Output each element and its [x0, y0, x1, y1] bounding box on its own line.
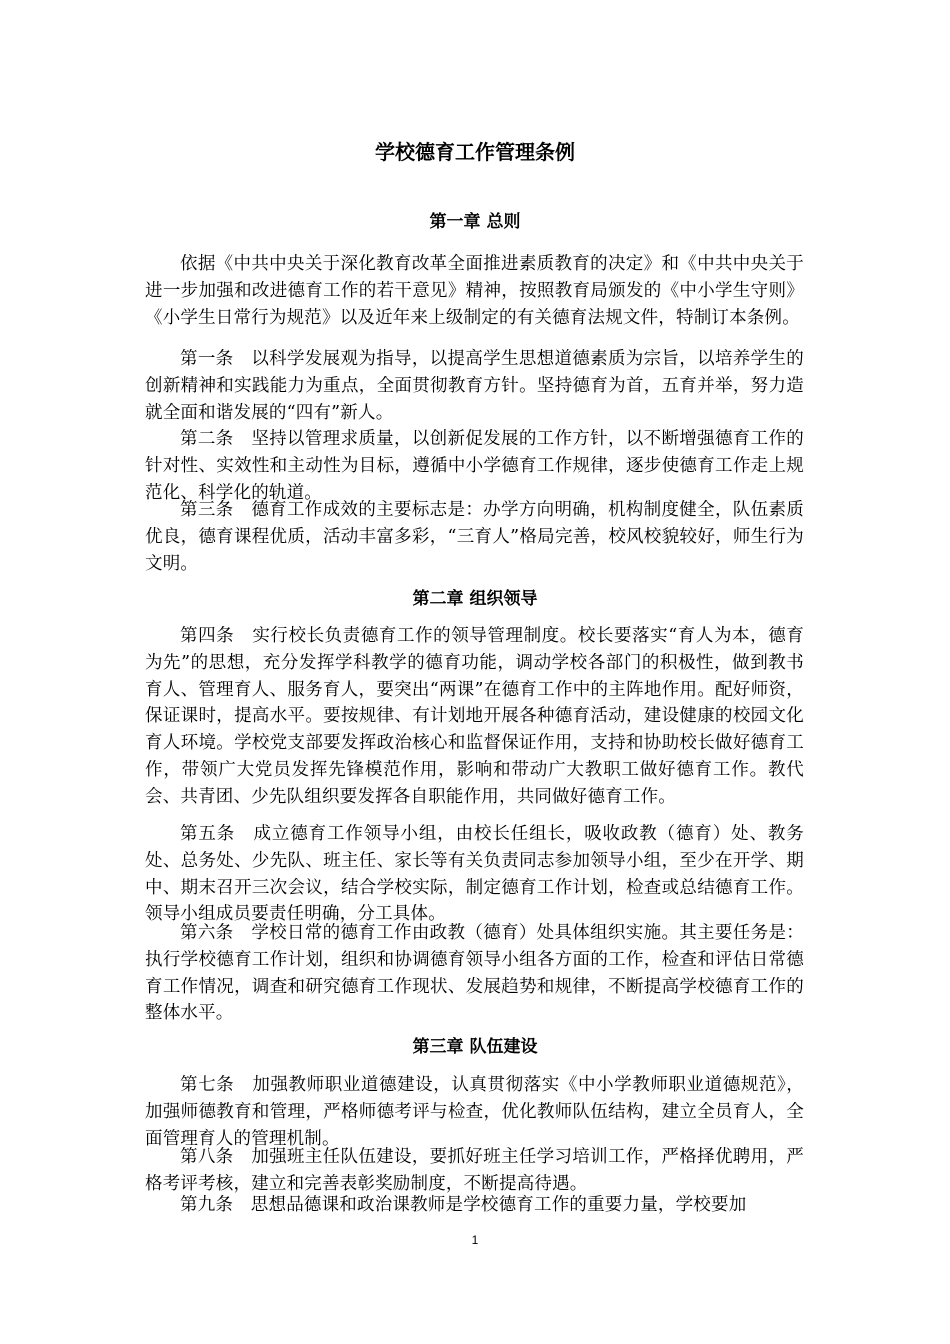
document-title: 学校德育工作管理条例 — [375, 140, 575, 164]
paragraph-article-1: 第一条 以科学发展观为指导，以提高学生思想道德素质为宗旨，以培养学生的创新精神和实践能力为重点，全面贯彻教育方针。坚持德育为首，五育并举，努力造就全面和谐发展的“四有”新人。 — [145, 349, 804, 423]
chapter-heading-3: 第三章 队伍建设 — [412, 1037, 538, 1057]
paragraph-article-6: 第六条 学校日常的德育工作由政教（德育）处具体组织实施。其主要任务是：执行学校德育工作计划，组织和协调德育领导小组各方面的工作，检查和评估日常德育工作情况，调查和研究德育工作现状、发展趋势和规律，不断提高学校德育工作的整体水平。 — [145, 923, 804, 1024]
paragraph-article-9: 第九条 思想品德课和政治课教师是学校德育工作的重要力量，学校要加 — [180, 1195, 747, 1215]
paragraph-article-7: 第七条 加强教师职业道德建设，认真贯彻落实《中小学教师职业道德规范》，加强师德教育和管理，严格师德考评与检查，优化教师队伍结构，建立全员育人，全面管理育人的管理机制。 — [145, 1075, 804, 1149]
chapter-heading-1: 第一章 总则 — [429, 212, 521, 232]
page-number: 1 — [471, 1233, 479, 1247]
paragraph-article-3: 第三条 德育工作成效的主要标志是：办学方向明确，机构制度健全，队伍素质优良，德育课程优质，活动丰富多彩，“三育人”格局完善，校风校貌较好，师生行为文明。 — [145, 500, 804, 574]
paragraph-article-5: 第五条 成立德育工作领导小组，由校长任组长，吸收政教（德育）处、教务处、总务处、少先队、班主任、家长等有关负责同志参加领导小组，至少在开学、期中、期末召开三次会议，结合学校实际，制定德育工作计划，检查或总结德育工作。领导小组成员要责任明确，分工具体。 — [145, 824, 804, 925]
paragraph-article-4: 第四条 实行校长负责德育工作的领导管理制度。校长要落实“育人为本，德育为先”的思想，充分发挥学科教学的德育功能，调动学校各部门的积极性，做到教书育人、管理育人、服务育人，要突出“两课”在德育工作中的主阵地作用。配好师资，保证课时，提高水平。要按规律、有计划地开展各种德育活动，建设健康的校园文化育人环境。学校党支部要发挥政治核心和监督保证作用，支持和协助校长做好德育工作，带领广大党员发挥先锋模范作用，影响和带动广大教职工做好德育工作。教代会、共青团、少先队组织要发挥各自职能作用，共同做好德育工作。 — [145, 626, 804, 807]
chapter-heading-2: 第二章 组织领导 — [412, 589, 538, 609]
paragraph-preamble: 依据《中共中央关于深化教育改革全面推进素质教育的决定》和《中共中央关于进一步加强和改进德育工作的若干意见》精神，按照教育局颁发的《中小学生守则》《小学生日常行为规范》以及近年来上级制定的有关德育法规文件，特制订本条例。 — [145, 254, 804, 328]
paragraph-article-8: 第八条 加强班主任队伍建设，要抓好班主任学习培训工作，严格择优聘用，严格考评考核，建立和完善表彰奖励制度，不断提高待遇。 — [145, 1147, 804, 1194]
paragraph-article-2: 第二条 坚持以管理求质量，以创新促发展的工作方针，以不断增强德育工作的针对性、实效性和主动性为目标，遵循中小学德育工作规律，逐步使德育工作走上规范化、科学化的轨道。 — [145, 429, 804, 503]
